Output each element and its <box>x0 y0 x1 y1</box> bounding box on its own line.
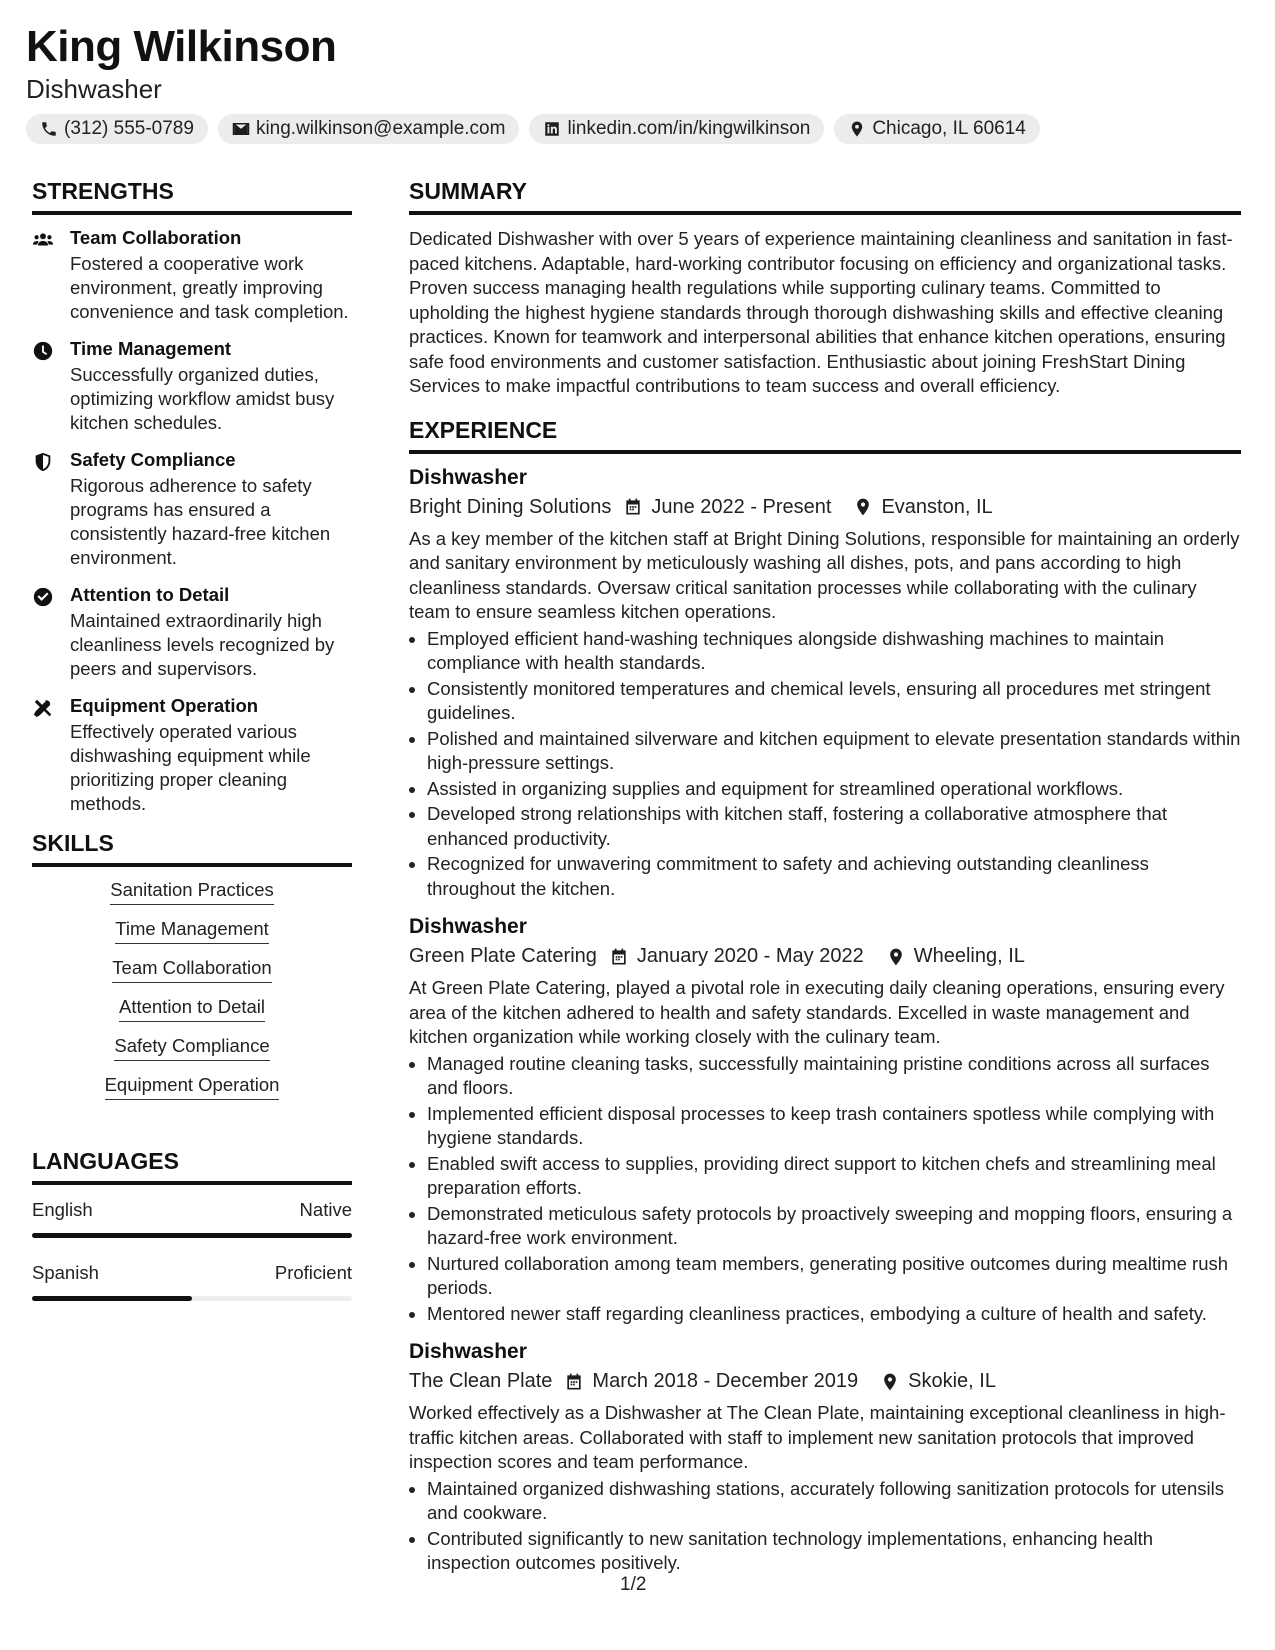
languages-section <box>32 1148 352 1301</box>
language-item <box>32 1199 352 1238</box>
summary-text: Dedicated Dishwasher with over 5 years of experience maintaining cleanliness and sanitation in fast-paced kitchens. Adaptable, hard-working contributor focusing on efficiency and organizational tasks. Proven success managing health regulations while supporting culinary teams. Committed to upholding the highest hygiene standards through thorough dishwashing skills and effective cleaning practices. Known for teamwork and interpersonal abilities that enhance kitchen operations, ensuring safe food environments and customer satisfaction. Enthusiastic about joining FreshStart Dining Services to make impactful contributions to team success and overall efficiency. <box>409 228 1233 396</box>
candidate-title: Dishwasher <box>26 74 162 104</box>
check-circle-icon <box>32 586 54 608</box>
candidate-name: King Wilkinson <box>26 22 337 71</box>
skill-tag: Sanitation Practices <box>110 879 274 905</box>
strength-desc: Effectively operated various dishwashing equipment while prioritizing proper cleaning methods. <box>70 721 311 814</box>
job-bullet: • Developed strong relationships with kitchen staff, fostering a collaborative atmosphere that enhanced productivity. <box>427 802 1241 851</box>
strength-desc: Successfully organized duties, optimizing workflow amidst busy kitchen schedules. <box>70 364 335 433</box>
strength-desc: Rigorous adherence to safety programs has ensured a consistently hazard-free kitchen environment. <box>70 475 331 568</box>
language-bar <box>32 1233 352 1238</box>
email-chip[interactable] <box>218 114 520 144</box>
users-icon <box>32 229 54 251</box>
language-level: Native <box>299 1199 352 1220</box>
job-location: Wheeling, IL <box>913 945 1025 967</box>
job-title: Dishwasher <box>409 465 527 489</box>
job-bullet: • Enabled swift access to supplies, providing direct support to kitchen chefs and streamlining meal preparation efforts. <box>427 1152 1241 1201</box>
strength-title: Equipment Operation <box>70 695 259 716</box>
job-entry <box>409 466 1241 902</box>
job-company: Bright Dining Solutions <box>409 495 612 518</box>
job-list <box>409 466 1241 1576</box>
map-pin-icon <box>886 947 906 967</box>
strength-title: Safety Compliance <box>70 449 236 470</box>
job-meta <box>409 1370 1241 1393</box>
calendar-icon <box>564 1372 584 1392</box>
job-entry <box>409 1340 1241 1576</box>
job-bullet: • Maintained organized dishwashing stations, accurately following sanitization protocols for utensils and cookware. <box>427 1477 1241 1526</box>
job-bullet: • Nurtured collaboration among team members, generating positive outcomes during mealtime rush periods. <box>427 1252 1241 1301</box>
phone-chip[interactable] <box>26 114 208 144</box>
skill-tag: Team Collaboration <box>112 957 271 983</box>
job-dates: March 2018 - December 2019 <box>592 1370 859 1392</box>
job-title: Dishwasher <box>409 915 527 938</box>
job-title: Dishwasher <box>409 1340 527 1363</box>
job-description: At Green Plate Catering, played a pivotal role in executing daily cleaning operations, ensuring every area of the kitchen adhered to health and safety standards. Excelled in waste management and kitchen organization while working closely with the culinary team. <box>409 977 1225 1047</box>
job-location: Skokie, IL <box>908 1370 996 1392</box>
strength-item <box>32 338 352 435</box>
language-name: Spanish <box>32 1262 99 1283</box>
tools-icon <box>32 697 54 719</box>
linkedin-text: linkedin.com/in/kingwilkinson <box>567 118 811 139</box>
job-bullet: • Managed routine cleaning tasks, successfully maintaining pristine conditions across all surfaces and floors. <box>427 1052 1241 1101</box>
shield-icon <box>32 451 54 473</box>
contact-bar <box>26 114 1040 144</box>
strength-item <box>32 227 352 324</box>
summary-heading: SUMMARY <box>409 178 1241 215</box>
job-meta <box>409 496 1241 519</box>
job-company: The Clean Plate <box>409 1370 553 1392</box>
calendar-icon <box>623 497 643 517</box>
linkedin-chip[interactable] <box>529 114 824 144</box>
strength-title: Attention to Detail <box>70 584 230 605</box>
strength-desc: Maintained extraordinarily high cleanliness levels recognized by peers and supervisors. <box>70 610 335 679</box>
language-bar-fill <box>32 1233 352 1238</box>
phone-text: (312) 555-0789 <box>64 118 194 139</box>
location-text: Chicago, IL 60614 <box>872 118 1026 139</box>
skill-tag: Attention to Detail <box>119 996 265 1022</box>
right-column <box>409 178 1241 1590</box>
languages-heading: LANGUAGES <box>32 1148 352 1185</box>
strength-item <box>32 695 352 816</box>
job-bullet: • Consistently monitored temperatures and chemical levels, ensuring all procedures met stringent guidelines. <box>427 677 1241 726</box>
job-dates: January 2020 - May 2022 <box>636 945 864 967</box>
linkedin-icon <box>543 120 561 138</box>
job-bullet: • Demonstrated meticulous safety protocols by proactively sweeping and mopping floors, ensuring a hazard-free work environment. <box>427 1202 1241 1251</box>
language-bar-fill <box>32 1296 192 1301</box>
skills-section <box>32 830 352 1100</box>
calendar-icon <box>609 947 629 967</box>
strength-item <box>32 449 352 570</box>
job-bullets <box>409 627 1241 902</box>
map-pin-icon <box>853 497 873 517</box>
skill-list <box>32 879 352 1100</box>
language-item <box>32 1262 352 1301</box>
job-bullet: • Implemented efficient disposal processes to keep trash containers spotless while complying with hygiene standards. <box>427 1102 1241 1151</box>
language-name: English <box>32 1199 93 1220</box>
job-meta <box>409 945 1241 968</box>
skill-tag: Safety Compliance <box>114 1035 269 1061</box>
skills-heading: SKILLS <box>32 830 352 867</box>
left-column <box>32 178 352 1325</box>
job-company: Green Plate Catering <box>409 945 597 967</box>
skill-tag: Time Management <box>115 918 269 944</box>
language-level: Proficient <box>274 1262 352 1283</box>
phone-icon <box>40 120 58 138</box>
job-bullet: • Contributed significantly to new sanitation technology implementations, enhancing health inspection outcomes positively. <box>427 1527 1241 1576</box>
email-text: king.wilkinson@example.com <box>255 118 506 139</box>
map-pin-icon <box>880 1372 900 1392</box>
skill-tag: Equipment Operation <box>105 1074 280 1100</box>
job-location: Evanston, IL <box>881 495 993 518</box>
job-bullets <box>409 1052 1241 1327</box>
strength-title: Time Management <box>70 338 232 359</box>
strength-item <box>32 584 352 681</box>
job-bullets <box>409 1477 1241 1576</box>
job-bullet: • Employed efficient hand-washing techniques alongside dishwashing machines to maintain compliance with health standards. <box>427 627 1241 676</box>
map-pin-icon <box>848 120 866 138</box>
clock-icon <box>32 340 54 362</box>
strength-title: Team Collaboration <box>70 227 242 248</box>
job-bullet: • Recognized for unwavering commitment to safety and achieving outstanding cleanliness throughout the kitchen. <box>427 852 1241 901</box>
language-bar <box>32 1296 352 1301</box>
location-chip[interactable] <box>834 114 1040 144</box>
job-bullet: • Mentored newer staff regarding cleanliness practices, embodying a culture of health and safety. <box>427 1302 1241 1327</box>
job-description: As a key member of the kitchen staff at Bright Dining Solutions, responsible for maintaining an orderly and sanitary environment by meticulously washing all dishes, pots, and pans according to high cleanliness standards. Oversaw critical sanitation processes while collaborating with the culinary team to ensure seamless kitchen operations. <box>409 527 1240 622</box>
page-number: 1/2 <box>620 1574 647 1595</box>
job-dates: June 2022 - Present <box>651 495 832 518</box>
job-bullet: • Assisted in organizing supplies and equipment for streamlined operational workflows. <box>427 777 1241 802</box>
experience-heading: EXPERIENCE <box>409 417 1241 454</box>
envelope-icon <box>232 120 250 138</box>
strengths-heading: STRENGTHS <box>32 178 352 215</box>
job-bullet: • Polished and maintained silverware and kitchen equipment to elevate presentation standards within high-pressure settings. <box>427 727 1241 776</box>
job-entry <box>409 915 1241 1326</box>
strength-desc: Fostered a cooperative work environment, greatly improving convenience and task completion. <box>70 253 349 322</box>
job-description: Worked effectively as a Dishwasher at The Clean Plate, maintaining exceptional cleanliness in high-traffic kitchen areas. Collaborated with staff to implement new sanitation protocols that improved inspection scores and team performance. <box>409 1402 1226 1472</box>
